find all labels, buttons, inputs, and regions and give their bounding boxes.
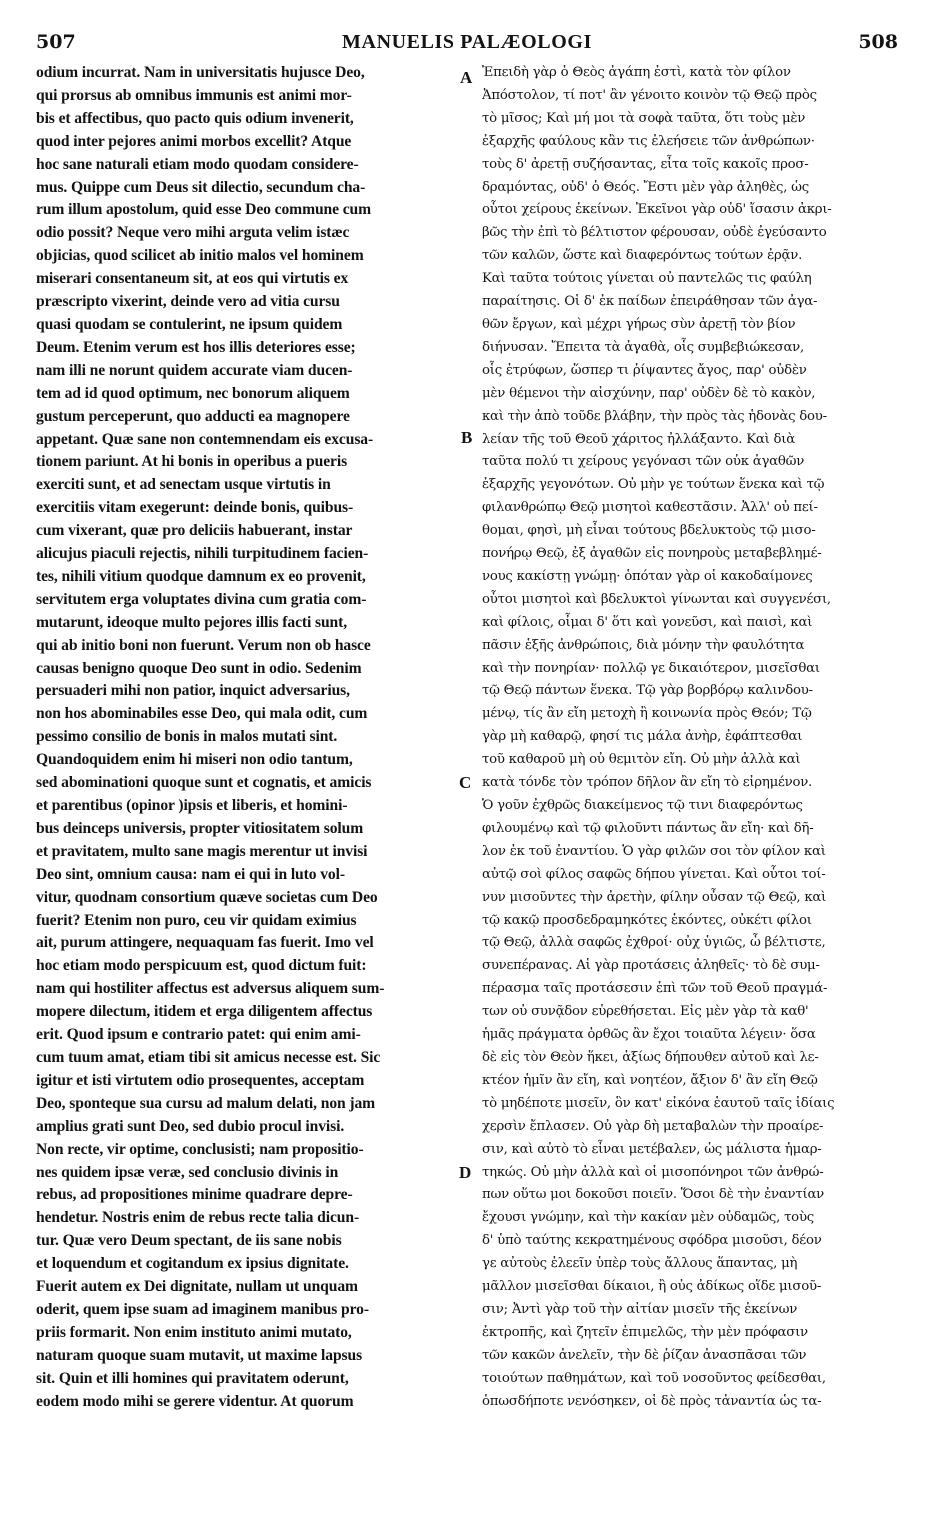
latin-text-line: amplius grati sunt Deo, sed dubio procul invisi. bbox=[36, 1117, 345, 1135]
greek-text-line: τῷ Θεῷ, ἀλλὰ σαφῶς ἐχθροί· οὐχ ὑγιῶς, ὦ βέλτιστε, bbox=[482, 935, 826, 951]
running-title: MANUELIS PALÆOLOGI bbox=[342, 31, 592, 53]
latin-text-line: miserari consentaneum sit, at eos qui virtutis ex bbox=[36, 270, 349, 288]
latin-text-line: erit. Quod ipsum e contrario patet: qui enim ami- bbox=[36, 1026, 361, 1044]
latin-text-line: cum vixerant, quæ pro deliciis habuerant, instar bbox=[36, 522, 353, 540]
latin-text-line: rum illum apostolum, quid esse Deo commune cum bbox=[36, 201, 372, 219]
greek-text-line: τῶν κακῶν ἀνελεῖν, τὴν δὲ ῥίζαν ἀνασπᾶσαι τῶν bbox=[482, 1347, 807, 1363]
greek-text-line: τοῦ καθαροῦ μὴ οὐ θεμιτὸν εἴη. Οὐ μὴν ἀλλὰ καὶ bbox=[482, 752, 801, 768]
latin-text-line: et loquendum et cogitandum ex ipsius dignitate. bbox=[36, 1255, 349, 1273]
latin-text-line: vitur, quodnam consortium quæve societas cum Deo bbox=[36, 888, 378, 906]
greek-text-line: γε αὐτοὺς ἐλεεῖν ὑπὲρ τοὺς ἄλλους ἅπαντας, μὴ bbox=[482, 1256, 798, 1272]
latin-text-line: Fuerit autem ex Dei dignitate, nullam ut unquam bbox=[36, 1278, 358, 1296]
page-number-right: 508 bbox=[858, 31, 898, 53]
latin-text-line: persuaderi mihi non patior, inquict adversarius, bbox=[36, 682, 350, 700]
greek-text-line: αὐτῷ σοὶ φίλος σαφῶς δήπου γίνεται. Καὶ οὗτοι τοί- bbox=[482, 866, 826, 882]
greek-text-line: δὲ εἰς τὸν Θεὸν ἥκει, ἀξίως δήπουθεν αὐτοῦ καὶ λε- bbox=[482, 1049, 819, 1065]
greek-text-line: τὸ μῖσος; Καὶ μή μοι τὰ σοφὰ ταῦτα, ὅτι τοὺς μὲν bbox=[482, 110, 806, 126]
greek-text-line: ἡμᾶς πράγματα ὀρθῶς ἂν ἔχοι τοιαῦτα λέγειν· ὅσα bbox=[482, 1027, 816, 1043]
greek-text-line: τοιούτων παθημάτων, καὶ τοῦ νοσοῦντος φείδεσθαι, bbox=[482, 1370, 826, 1386]
greek-text-line: τῷ Θεῷ πάντων ἕνεκα. Τῷ γὰρ βορβόρῳ καλινδου- bbox=[482, 683, 813, 699]
latin-text-line: exerciti sunt, et ad senectam usque virtutis in bbox=[36, 476, 331, 494]
latin-text-line: mus. Quippe cum Deus sit dilectio, secundum cha- bbox=[36, 178, 366, 196]
greek-text-line: καὶ τὴν ἀπὸ τοῦδε βλάβην, τὴν πρὸς τὰς ἡδονὰς δου- bbox=[482, 408, 827, 424]
latin-text-line: nes quidem ipsæ veræ, sed conclusio divinis in bbox=[36, 1163, 339, 1181]
greek-text-line: συνεπέρανας. Αἱ γὰρ προτάσεις ἀληθεῖς· τὸ δὲ συμ- bbox=[482, 958, 820, 974]
latin-text-line: ait, purum attingere, nequaquam fas fuerit. Imo vel bbox=[36, 934, 374, 952]
greek-text-line: λείαν τῆς τοῦ Θεοῦ χάριτος ἠλλάξαντο. Καὶ διὰ bbox=[482, 431, 795, 447]
latin-text-line: rebus, ad propositiones minime quadrare depre- bbox=[36, 1186, 353, 1204]
greek-text-line: μᾶλλον μισεῖσθαι δίκαιοι, ἢ οὐς ἀδίκως οἵδε μισοῦ- bbox=[482, 1279, 822, 1295]
latin-column bbox=[36, 62, 454, 1413]
latin-text-line: nam qui hostiliter affectus est adversus aliquem sum- bbox=[36, 980, 385, 998]
latin-text-line: quasi quodam se contulerint, ne ipsum quidem bbox=[36, 315, 343, 333]
greek-text-line: τὸ μηδέποτε μισεῖν, ὃν κατ' εἰκόνα ἑαυτοῦ ταῖς ἰδίαις bbox=[482, 1095, 835, 1111]
latin-text-line: sit. Quin et illi homines qui pravitatem oderunt, bbox=[36, 1369, 349, 1387]
greek-text-line: σιν, καὶ αὐτὸ τὸ εἶναι μετέβαλεν, ὡς μάλιστα ἡμαρ- bbox=[482, 1141, 822, 1157]
latin-text-line: non hos abominabiles esse Deo, qui mala odit, cum bbox=[36, 705, 368, 723]
greek-text-line: τῶν καλῶν, ὥστε καὶ διαφερόντως τούτων ἐρᾷν. bbox=[482, 248, 803, 264]
greek-text-line: Ἀπόστολον, τί ποτ' ἂν γένοιτο κοινὸν τῷ Θεῷ πρὸς bbox=[482, 87, 817, 103]
latin-text-line: priis formarit. Non enim instituto animi mutato, bbox=[36, 1323, 352, 1341]
latin-text-line: tem ad id quod optimum, nec bonorum aliquem bbox=[36, 384, 350, 402]
latin-text-line: hendetur. Nostris enim de rebus recte talia dicun- bbox=[36, 1209, 360, 1227]
latin-text-line: gustum perceperunt, quo adducti ea magnopere bbox=[36, 407, 350, 425]
greek-text-line: ἐξαρχῆς γεγονότων. Οὐ μὴν γε τούτων ἕνεκα καὶ τῷ bbox=[482, 477, 825, 493]
greek-text-line: Ἐπειδὴ γὰρ ὁ Θεὸς ἀγάπη ἐστὶ, κατὰ τὸν φίλον bbox=[482, 65, 791, 80]
latin-text-line: exercitiis vitam exegerunt: deinde bonis, quibus- bbox=[36, 499, 354, 517]
greek-text-line: των οὐ συνᾷδον εὑρεθήσεται. Εἰς μὲν γὰρ τὰ καθ' bbox=[482, 1004, 809, 1020]
greek-text-line: ὁπωσδήποτε νενόσηκεν, οἱ δὲ πρὸς τἀναντία ὡς τα- bbox=[482, 1393, 822, 1409]
greek-text-line: πέρασμα ταῖς προτάσεσιν ἐπὶ τῶν τοῦ Θεοῦ πραγμά- bbox=[482, 981, 828, 997]
greek-text-line: παραίτησις. Οἱ δ' ἐκ παίδων ἐπειράθησαν τῶν ἀγα- bbox=[482, 294, 818, 310]
greek-text-line: πων οὕτω μοι δοκοῦσι ποιεῖν. Ὅσοι δὲ τὴν ἐναντίαν bbox=[482, 1187, 825, 1203]
greek-text-line: δ' ὑπὸ ταύτης κεκρατημένους σφόδρα μισοῦσι, δέον bbox=[482, 1233, 822, 1249]
latin-text-line: qui ab initio boni non fuerunt. Verum non ob hasce bbox=[36, 636, 371, 654]
latin-text-line: Deum. Etenim verum est hos illis deteriores esse; bbox=[36, 338, 356, 356]
latin-text-line: hoc etiam modo perspicuum est, quod dictum fuit: bbox=[36, 957, 367, 975]
greek-text-line: διήνυσαν. Ἔπειτα τὰ ἀγαθὰ, οἷς συμβεβιώκεσαν, bbox=[482, 339, 804, 355]
latin-text-line: eodem modo mihi se gerere videntur. At quorum bbox=[36, 1392, 354, 1410]
greek-text-line: μὲν θέμενοι τὴν αἰσχύνην, παρ' οὐδὲν δὲ τὸ κακὸν, bbox=[482, 385, 816, 401]
latin-text-line: Non recte, vir optime, conclusisti; nam propositio- bbox=[36, 1140, 364, 1158]
latin-text-line: causas benigno quoque Deo sunt in odio. Sedenim bbox=[36, 659, 362, 677]
latin-text-line: Deo sint, omnium causa: nam ei qui in luto vol- bbox=[36, 865, 345, 883]
latin-text-line: appetant. Quæ sane non contemnendam eis excusa- bbox=[36, 430, 374, 448]
greek-text-line: οὗτοι μισητοὶ καὶ βδελυκτοὶ γίνωνται καὶ συγγενέσι, bbox=[482, 591, 831, 607]
greek-text-line: ἐκτροπῆς, καὶ ζητεῖν ἐπιμελῶς, τὴν μὲν πρόφασιν bbox=[482, 1324, 808, 1340]
latin-text-line: hoc sane naturali etiam modo quodam considere- bbox=[36, 155, 359, 173]
margin-marker-b: B bbox=[461, 428, 473, 447]
greek-text-line: φιλουμένῳ καὶ τῷ φιλοῦντι πάντως ἂν εἴη· καὶ δῆ- bbox=[482, 820, 814, 836]
latin-text-line: Deo, sponteque sua cursu ad malum delati, non jam bbox=[36, 1094, 376, 1112]
greek-text-line: θομαι, φησὶ, μὴ εἶναι τούτους βδελυκτοὺς τῷ μισο- bbox=[482, 523, 816, 539]
latin-text-line: nam illi ne norunt quidem accurate viam ducen- bbox=[36, 361, 353, 379]
greek-text-line: Καὶ ταῦτα τούτοις γίνεται οὐ παντελῶς τις φαύλη bbox=[482, 271, 812, 287]
latin-text-line: igitur et isti virtutem odio prosequentes, acceptam bbox=[36, 1071, 365, 1089]
greek-text-line: δραμόντας, οὐδ' ὁ Θεός. Ἔστι μὲν γὰρ ἀληθὲς, ὡς bbox=[482, 179, 809, 195]
latin-text-line: quod inter pejores animi morbos excellit? Atque bbox=[36, 132, 352, 150]
greek-text-line: νους κακίστῃ γνώμῃ· ὁπόταν γὰρ οἱ κακοδαίμονες bbox=[482, 568, 813, 584]
greek-text-line: κατὰ τόνδε τὸν τρόπον δῆλον ἂν εἴη τὸ εἰρημένον. bbox=[482, 775, 813, 791]
margin-marker-d: D bbox=[459, 1163, 472, 1182]
greek-text-line: λον ἐκ τοῦ ἐναντίου. Ὁ γὰρ φιλῶν σοι τὸν φίλον καὶ bbox=[482, 843, 826, 859]
latin-text-line: bis et affectibus, quo pacto quis odium invenerit, bbox=[36, 109, 354, 127]
greek-text-line: ἐξαρχῆς φαύλους κἂν τις ἐλεήσειε τῶν ἀνθρώπων· bbox=[482, 133, 815, 149]
latin-text-line: mopere dilectum, itidem et erga diligentem affectus bbox=[36, 1003, 373, 1021]
latin-text-line: objicias, quod scilicet ab initio malos vel hominem bbox=[36, 247, 364, 265]
greek-text-line: οἷς ἐτρύφων, ὥσπερ τι ῥίψαντες ἄγος, παρ' οὐδὲν bbox=[482, 362, 807, 378]
latin-text-line: oderit, quem ipse suam ad imaginem manibus pro- bbox=[36, 1300, 369, 1318]
latin-text-line: servitutem erga voluptates divina cum gratia com- bbox=[36, 590, 367, 608]
greek-text-line: βῶς τὴν ἐπὶ τὸ βέλτιστον φέρουσαν, οὐδὲ ἐγεύσαντο bbox=[482, 225, 827, 241]
latin-text-line: et parentibus (opinor )ipsis et liberis, et homini- bbox=[36, 797, 348, 814]
greek-text-line: Ὁ γοῦν ἐχθρῶς διακείμενος τῷ τινι διαφερόντως bbox=[482, 798, 803, 813]
greek-text-line: ἔχουσι γνώμην, καὶ τὴν κακίαν μὲν οὐδαμῶς, τοὺς bbox=[482, 1210, 814, 1226]
greek-text-line: τῷ κακῷ προσδεδραμηκότες ἑκόντες, οὐκέτι φίλοι bbox=[482, 912, 812, 928]
latin-text-line: fuerit? Etenim non puro, ceu vir quidam eximius bbox=[36, 911, 357, 929]
latin-text-line: tur. Quæ vero Deum spectant, de iis sane nobis bbox=[36, 1232, 342, 1250]
greek-text-line: πᾶσιν ἑξῆς ἀνθρώποις, διὰ μόνην τὴν φαυλότητα bbox=[482, 637, 805, 653]
greek-text-line: νυν μισοῦντες τὴν ἀρετὴν, φίλην οὖσαν τῷ Θεῷ, καὶ bbox=[482, 889, 827, 905]
latin-text-line: mutarunt, ideoque multo pejores illis facti sunt, bbox=[36, 613, 348, 631]
greek-text-line: μένῳ, τίς ἂν εἴη μετοχὴ ἢ κοινωνία πρὸς Θεόν; Τῷ bbox=[482, 706, 812, 722]
latin-text-line: odio possit? Neque vero mihi arguta velim istæc bbox=[36, 224, 350, 242]
greek-text-line: τοὺς δ' ἀρετῇ συζήσαντας, εἶτα τοῖς κακοῖς προσ- bbox=[482, 156, 809, 172]
latin-text-line: qui prorsus ab omnibus immunis est animi mor- bbox=[36, 86, 352, 104]
greek-text-line: καὶ τὴν πονηρίαν· πολλῷ γε δικαιότερον, μισεῖσθαι bbox=[482, 660, 820, 676]
greek-text-line: καὶ φίλοις, οἶμαι δ' ὅτι καὶ γονεῦσι, καὶ παισὶ, καὶ bbox=[482, 614, 813, 630]
latin-text-line: alicujus piaculi rejectis, nihili turpitudinem facien- bbox=[36, 545, 369, 563]
page-header bbox=[36, 30, 898, 56]
greek-text-line: φιλανθρώπῳ Θεῷ μισητοὶ καθεστᾶσιν. Ἀλλ' οὐ πεί- bbox=[482, 500, 818, 516]
latin-text-line: tes, nihili vitium quodque damnum ex eo provenit, bbox=[36, 567, 366, 585]
latin-text-line: tionem pariunt. At hi bonis in operibus a pueris bbox=[36, 453, 348, 471]
greek-column bbox=[482, 62, 902, 1413]
latin-text-line: odium incurrat. Nam in universitatis hujusce Deo, bbox=[36, 64, 365, 81]
page-number-left: 507 bbox=[36, 31, 76, 53]
greek-text-line: θῶν ἔργων, καὶ μέχρι γήρως σὺν ἀρετῇ τὸν βίον bbox=[482, 316, 796, 332]
latin-text-line: præscripto vixerint, deinde vero ad vitia cursu bbox=[36, 293, 340, 311]
latin-text-line: sed abominationi quoque sunt et cognatis, et amicis bbox=[36, 774, 372, 792]
greek-text-line: τηκώς. Οὐ μὴν ἀλλὰ καὶ οἱ μισοπόνηροι τῶν ἀνθρώ- bbox=[482, 1164, 824, 1180]
greek-text-line: κτέον ἡμῖν ἂν εἴη, καὶ νοητέον, ἄξιον δ' ἂν εἴη Θεῷ bbox=[482, 1072, 818, 1088]
greek-text-line: γὰρ μὴ καθαρῷ, φησί τις μάλα ἀνὴρ, ἐφάπτεσθαι bbox=[482, 729, 803, 745]
margin-marker-a: A bbox=[460, 68, 473, 87]
margin-marker-c: C bbox=[459, 773, 472, 792]
latin-text-line: et pravitatem, multo sane magis merentur ut invisi bbox=[36, 842, 368, 860]
greek-text-line: πονήρῳ Θεῷ, ἐξ ἀγαθῶν εἰς πονηροὺς μεταβεβλημέ- bbox=[482, 546, 822, 562]
latin-text-line: cum tuum amat, etiam tibi sit amicus necesse est. Sic bbox=[36, 1048, 381, 1066]
latin-text-line: pessimo consilio de bonis in malos mutati sint. bbox=[36, 728, 338, 746]
greek-text-line: οὗτοι χείρους ἐκείνων. Ἐκεῖνοι γὰρ οὐδ' ἴσασιν ἀκρι- bbox=[482, 202, 832, 218]
latin-text-line: Quandoquidem enim hi miseri non odio tantum, bbox=[36, 751, 353, 769]
greek-text-line: χερσὶν ἔπλασεν. Οὐ γὰρ δὴ μεταβαλὼν τὴν προαίρε- bbox=[482, 1118, 824, 1134]
greek-text-line: σιν; Ἀντὶ γὰρ τοῦ τὴν αἰτίαν μισεῖν τῆς ἐκείνων bbox=[482, 1301, 798, 1317]
greek-text-line: ταῦτα πολύ τι χείρους γεγόνασι τῶν οὐκ ἀγαθῶν bbox=[482, 454, 805, 470]
latin-text-line: bus deinceps universis, propter vitiositatem solum bbox=[36, 819, 364, 837]
latin-text-line: naturam quoque suam mutavit, ut maxime lapsus bbox=[36, 1346, 363, 1364]
